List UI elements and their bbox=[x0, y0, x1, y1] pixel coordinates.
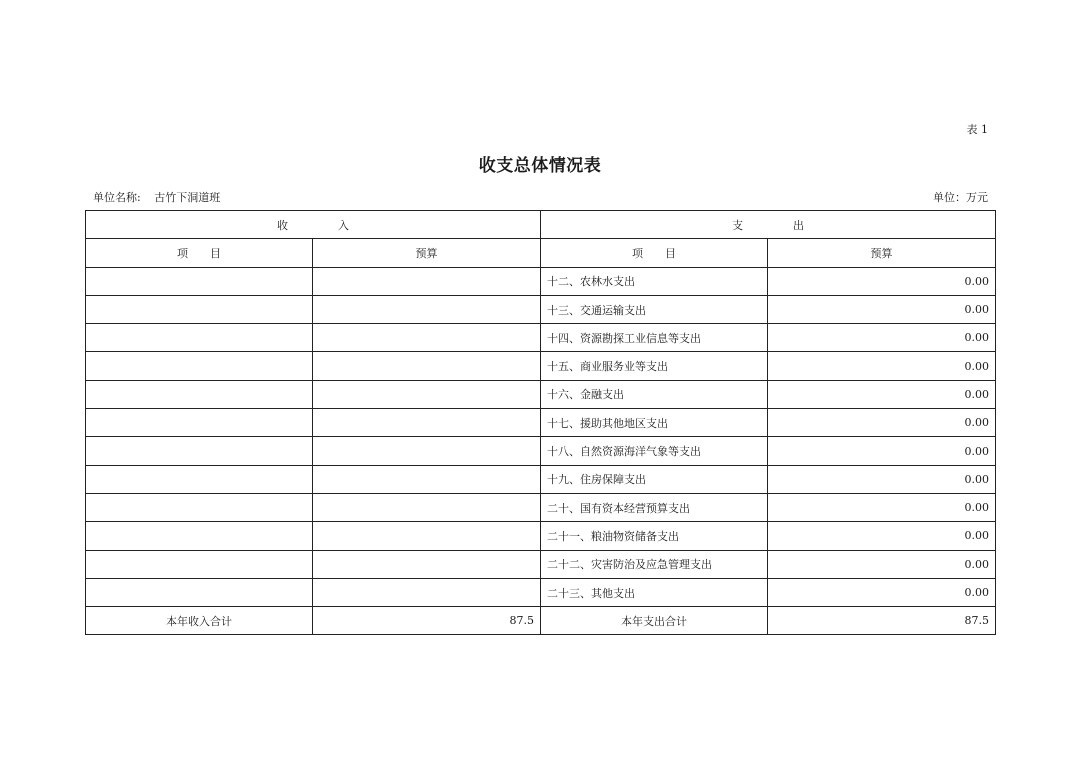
expense-item-cell: 十八、自然资源海洋气象等支出 bbox=[541, 437, 768, 465]
unit-name-value: 古竹下洞道班 bbox=[154, 191, 221, 204]
income-budget-cell bbox=[313, 465, 541, 493]
income-header-char-1: 收 bbox=[277, 218, 288, 232]
income-budget-cell bbox=[313, 267, 541, 295]
table-row bbox=[86, 522, 996, 550]
income-item-cell bbox=[86, 324, 313, 352]
expense-header-char-1: 支 bbox=[732, 218, 743, 232]
income-total-value: 87.5 bbox=[313, 607, 541, 635]
table-row bbox=[86, 352, 996, 380]
budget-table bbox=[85, 210, 996, 635]
income-item-cell bbox=[86, 578, 313, 606]
expense-header-char-2: 出 bbox=[793, 218, 804, 232]
table-row bbox=[86, 324, 996, 352]
page-title: 收支总体情况表 bbox=[478, 156, 602, 176]
table-row bbox=[86, 437, 996, 465]
income-budget-cell bbox=[313, 352, 541, 380]
table-row bbox=[86, 295, 996, 323]
income-item-cell bbox=[86, 380, 313, 408]
income-item-cell bbox=[86, 409, 313, 437]
income-section-header bbox=[86, 211, 541, 239]
expense-budget-cell: 0.00 bbox=[768, 409, 996, 437]
income-budget-cell bbox=[313, 437, 541, 465]
income-item-cell bbox=[86, 295, 313, 323]
table-row bbox=[86, 578, 996, 606]
income-item-cell bbox=[86, 352, 313, 380]
expense-budget-cell: 0.00 bbox=[768, 437, 996, 465]
expense-item-cell: 二十三、其他支出 bbox=[541, 578, 768, 606]
expense-budget-cell: 0.00 bbox=[768, 493, 996, 521]
table-row bbox=[86, 267, 996, 295]
expense-item-char-1: 项 bbox=[632, 246, 643, 260]
unit-name-label: 单位名称: bbox=[93, 191, 141, 204]
expense-item-cell: 二十二、灾害防治及应急管理支出 bbox=[541, 550, 768, 578]
expense-budget-cell: 0.00 bbox=[768, 295, 996, 323]
income-header-char-2: 入 bbox=[338, 218, 349, 232]
expense-item-cell: 十六、金融支出 bbox=[541, 380, 768, 408]
table-row bbox=[86, 409, 996, 437]
expense-budget-cell: 0.00 bbox=[768, 324, 996, 352]
unit-name bbox=[93, 189, 220, 205]
expense-item-cell: 十三、交通运输支出 bbox=[541, 295, 768, 323]
expense-item-cell: 十五、商业服务业等支出 bbox=[541, 352, 768, 380]
expense-item-header bbox=[541, 239, 768, 267]
table-row bbox=[86, 550, 996, 578]
income-item-char-1: 项 bbox=[177, 246, 188, 260]
expense-item-cell: 二十、国有资本经营预算支出 bbox=[541, 493, 768, 521]
expense-item-char-2: 目 bbox=[665, 246, 676, 260]
income-item-cell bbox=[86, 465, 313, 493]
income-budget-cell bbox=[313, 493, 541, 521]
unit-label: 单位：万元 bbox=[933, 191, 988, 204]
expense-budget-cell: 0.00 bbox=[768, 578, 996, 606]
expense-budget-header: 预算 bbox=[768, 239, 996, 267]
income-budget-cell bbox=[313, 324, 541, 352]
expense-budget-cell: 0.00 bbox=[768, 522, 996, 550]
totals-row bbox=[86, 607, 996, 635]
income-budget-header: 预算 bbox=[313, 239, 541, 267]
income-budget-cell bbox=[313, 578, 541, 606]
income-item-char-2: 目 bbox=[210, 246, 221, 260]
income-budget-cell bbox=[313, 409, 541, 437]
table-row bbox=[86, 465, 996, 493]
income-budget-cell bbox=[313, 380, 541, 408]
income-item-cell bbox=[86, 437, 313, 465]
income-item-cell bbox=[86, 550, 313, 578]
table-row bbox=[86, 493, 996, 521]
income-item-cell bbox=[86, 267, 313, 295]
section-header-row bbox=[86, 211, 996, 239]
meta-row bbox=[93, 189, 988, 205]
expense-budget-cell: 0.00 bbox=[768, 550, 996, 578]
expense-budget-cell: 0.00 bbox=[768, 352, 996, 380]
income-item-header bbox=[86, 239, 313, 267]
expense-total-value: 87.5 bbox=[768, 607, 996, 635]
column-header-row bbox=[86, 239, 996, 267]
expense-budget-cell: 0.00 bbox=[768, 465, 996, 493]
income-budget-cell bbox=[313, 295, 541, 323]
income-budget-cell bbox=[313, 522, 541, 550]
income-item-cell bbox=[86, 493, 313, 521]
income-total-label: 本年收入合计 bbox=[86, 607, 313, 635]
expense-item-cell: 十二、农林水支出 bbox=[541, 267, 768, 295]
expense-item-cell: 十七、援助其他地区支出 bbox=[541, 409, 768, 437]
income-budget-cell bbox=[313, 550, 541, 578]
expense-budget-cell: 0.00 bbox=[768, 267, 996, 295]
expense-total-label: 本年支出合计 bbox=[541, 607, 768, 635]
expense-section-header bbox=[541, 211, 996, 239]
table-number: 表 1 bbox=[966, 123, 988, 136]
expense-item-cell: 十九、住房保障支出 bbox=[541, 465, 768, 493]
income-item-cell bbox=[86, 522, 313, 550]
expense-budget-cell: 0.00 bbox=[768, 380, 996, 408]
table-row bbox=[86, 380, 996, 408]
expense-item-cell: 二十一、粮油物资储备支出 bbox=[541, 522, 768, 550]
expense-item-cell: 十四、资源勘探工业信息等支出 bbox=[541, 324, 768, 352]
